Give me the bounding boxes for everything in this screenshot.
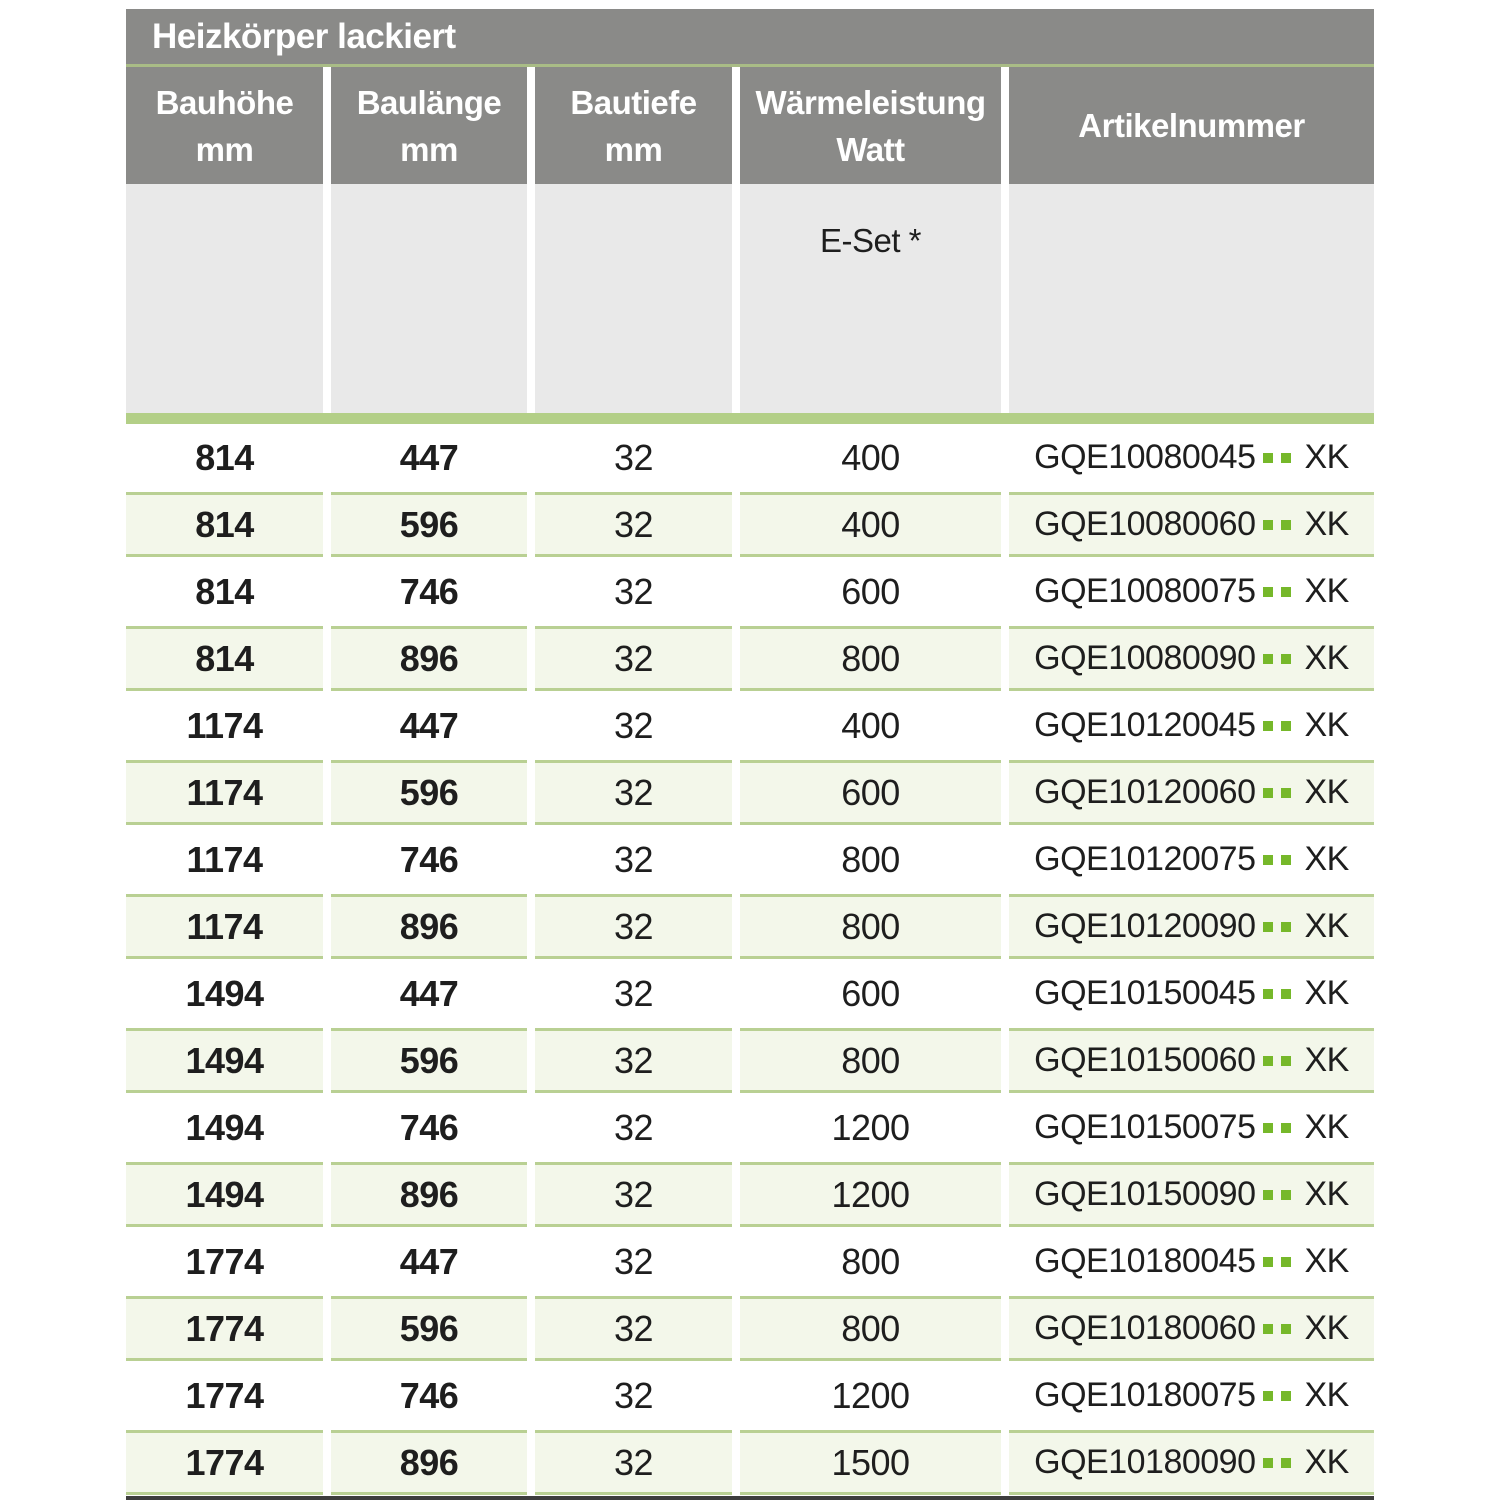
subheader-cell-baulaenge [331,184,527,413]
table-row [126,1429,1374,1496]
column-unit: Watt [836,130,905,168]
cell-watt: 400 [740,492,1001,557]
artikel-suffix: XK [1304,1376,1349,1414]
column-header-baulaenge [331,67,527,184]
cell-bautiefe: 32 [613,436,654,478]
color-placeholder-dot-icon [1281,721,1291,731]
cell-watt: 1500 [740,1430,1001,1495]
cell-baulaenge: 896 [331,1162,527,1227]
cell-bauhoehe: 1774 [185,1374,264,1416]
cell-bautiefe: 32 [613,1106,654,1148]
cell-watt: 400 [841,704,900,746]
cell-baulaenge: 746 [399,1374,459,1416]
color-placeholder-dot-icon [1281,1190,1291,1200]
artikel-suffix: XK [1304,1309,1349,1347]
artikel-code: GQE10080075 [1034,572,1256,610]
artikel-suffix: XK [1304,1041,1349,1079]
cell-artikelnummer [1009,626,1374,691]
artikel-code: GQE10120060 [1034,773,1256,811]
cell-bauhoehe: 814 [195,570,254,612]
subheader-cell-artikelnummer [1009,184,1374,413]
cell-baulaenge: 447 [399,704,459,746]
cell-artikelnummer [1009,1430,1374,1495]
cell-artikelnummer [1009,559,1374,624]
table-bottom-border [126,1496,1374,1500]
artikel-code: GQE10080090 [1034,639,1256,677]
cell-bautiefe: 32 [535,492,732,557]
color-placeholder-dot-icon [1281,788,1291,798]
cell-artikelnummer [1009,1229,1374,1294]
column-header-bautiefe [535,67,732,184]
cell-baulaenge: 596 [331,492,527,557]
cell-bauhoehe: 1774 [126,1296,323,1361]
color-placeholder-dot-icon [1281,1257,1291,1267]
cell-bauhoehe: 1174 [186,838,263,880]
cell-bautiefe: 32 [535,626,732,691]
table-row [126,1027,1374,1094]
table-row [126,424,1374,491]
color-placeholder-dot-icon [1281,654,1291,664]
color-placeholder-dot-icon [1263,1324,1273,1334]
color-placeholder-dot-icon [1263,922,1273,932]
artikel-code: GQE10180045 [1034,1242,1256,1280]
color-placeholder-dot-icon [1263,1056,1273,1066]
table-row [126,1295,1374,1362]
cell-baulaenge: 447 [399,1240,459,1282]
cell-artikelnummer [1009,1363,1374,1428]
cell-baulaenge: 596 [331,760,527,825]
cell-baulaenge: 896 [331,1430,527,1495]
artikel-suffix: XK [1304,505,1349,543]
table-row [126,558,1374,625]
color-placeholder-dot-icon [1263,453,1273,463]
artikel-suffix: XK [1304,572,1349,610]
subheader-cell-bautiefe [535,184,732,413]
cell-artikelnummer [1009,693,1374,758]
column-unit: mm [604,130,663,168]
column-header-bauhoehe [126,67,323,184]
subheader-cell-bauhoehe [126,184,323,413]
cell-bauhoehe: 1494 [185,1106,264,1148]
color-placeholder-dot-icon [1281,855,1291,865]
cell-bautiefe: 32 [535,1296,732,1361]
color-placeholder-dot-icon [1281,587,1291,597]
cell-watt: 800 [740,1296,1001,1361]
cell-watt: 1200 [831,1374,910,1416]
table-row [126,893,1374,960]
table-row [126,491,1374,558]
table-row [126,1094,1374,1161]
table-row [126,1161,1374,1228]
cell-bauhoehe: 1174 [186,704,263,746]
color-placeholder-dot-icon [1281,1123,1291,1133]
cell-baulaenge: 596 [331,1296,527,1361]
artikel-code: GQE10150075 [1034,1108,1256,1146]
cell-bauhoehe: 814 [126,492,323,557]
cell-baulaenge: 896 [331,894,527,959]
cell-bauhoehe: 814 [126,626,323,691]
color-placeholder-dot-icon [1281,520,1291,530]
artikel-suffix: XK [1304,706,1349,744]
column-label: Bautiefe [570,83,697,121]
artikel-code: GQE10120045 [1034,706,1256,744]
cell-watt: 800 [841,1240,900,1282]
cell-watt: 600 [740,760,1001,825]
table-row [126,625,1374,692]
cell-bauhoehe: 1494 [126,1162,323,1227]
cell-bautiefe: 32 [535,1162,732,1227]
column-label: Bauhöhe [155,83,294,121]
table-body [126,424,1374,1496]
column-header-artikelnummer [1009,67,1374,184]
cell-bautiefe: 32 [535,1430,732,1495]
column-label: Wärmeleistung [755,83,986,121]
cell-artikelnummer [1009,425,1374,490]
color-placeholder-dot-icon [1281,922,1291,932]
artikel-code: GQE10120090 [1034,907,1256,945]
cell-watt: 1200 [740,1162,1001,1227]
cell-baulaenge: 746 [399,570,459,612]
artikel-code: GQE10180090 [1034,1443,1256,1481]
artikel-suffix: XK [1304,639,1349,677]
table-row [126,692,1374,759]
subheader-row [126,184,1374,413]
table-row [126,1228,1374,1295]
cell-bauhoehe: 1174 [126,894,323,959]
cell-bauhoehe: 1174 [126,760,323,825]
color-placeholder-dot-icon [1263,989,1273,999]
table-title: Heizkörper lackiert [126,9,1374,64]
artikel-code: GQE10080045 [1034,438,1256,476]
cell-baulaenge: 896 [331,626,527,691]
cell-artikelnummer [1009,1095,1374,1160]
column-header-waermeleistung [740,67,1001,184]
column-unit: mm [400,130,458,168]
color-placeholder-dot-icon [1263,1391,1273,1401]
color-placeholder-dot-icon [1263,1257,1273,1267]
cell-bauhoehe: 1774 [185,1240,264,1282]
cell-watt: 800 [740,894,1001,959]
column-label: Artikelnummer [1078,107,1305,144]
artikel-suffix: XK [1304,773,1349,811]
artikel-code: GQE10180060 [1034,1309,1256,1347]
cell-watt: 800 [841,838,900,880]
cell-bautiefe: 32 [613,704,654,746]
color-placeholder-dot-icon [1263,654,1273,664]
cell-artikelnummer [1009,760,1374,825]
cell-artikelnummer [1009,1296,1374,1361]
column-label: Baulänge [356,83,502,121]
green-divider-bar [126,413,1374,424]
cell-bauhoehe: 814 [195,436,254,478]
artikel-code: GQE10120075 [1034,840,1256,878]
artikel-suffix: XK [1304,1175,1349,1213]
cell-watt: 600 [841,570,900,612]
cell-bauhoehe: 1494 [126,1028,323,1093]
color-placeholder-dot-icon [1281,1324,1291,1334]
color-placeholder-dot-icon [1281,1458,1291,1468]
cell-watt: 800 [740,626,1001,691]
artikel-suffix: XK [1304,840,1349,878]
artikel-code: GQE10080060 [1034,505,1256,543]
cell-bautiefe: 32 [535,894,732,959]
cell-artikelnummer [1009,1162,1374,1227]
artikel-code: GQE10150045 [1034,974,1256,1012]
cell-baulaenge: 447 [399,436,459,478]
color-placeholder-dot-icon [1263,1458,1273,1468]
eset-label: E-Set * [819,222,922,259]
table-row [126,1362,1374,1429]
cell-baulaenge: 596 [331,1028,527,1093]
table-row [126,826,1374,893]
table-row [126,960,1374,1027]
cell-artikelnummer [1009,961,1374,1026]
cell-bautiefe: 32 [535,760,732,825]
cell-bauhoehe: 1774 [126,1430,323,1495]
cell-watt: 400 [841,436,900,478]
cell-baulaenge: 746 [399,838,459,880]
artikel-suffix: XK [1304,907,1349,945]
column-unit: mm [195,130,254,168]
color-placeholder-dot-icon [1281,989,1291,999]
cell-artikelnummer [1009,492,1374,557]
cell-artikelnummer [1009,827,1374,892]
artikel-code: GQE10180075 [1034,1376,1256,1414]
cell-watt: 800 [740,1028,1001,1093]
artikel-suffix: XK [1304,974,1349,1012]
column-header-row [126,67,1374,184]
cell-bauhoehe: 1494 [185,972,264,1014]
product-table [126,9,1374,1500]
color-placeholder-dot-icon [1263,587,1273,597]
cell-baulaenge: 447 [399,972,459,1014]
artikel-suffix: XK [1304,1242,1349,1280]
artikel-code: GQE10150060 [1034,1041,1256,1079]
cell-watt: 600 [841,972,900,1014]
color-placeholder-dot-icon [1263,1123,1273,1133]
color-placeholder-dot-icon [1263,1190,1273,1200]
cell-bautiefe: 32 [613,570,654,612]
color-placeholder-dot-icon [1263,520,1273,530]
color-placeholder-dot-icon [1281,1056,1291,1066]
artikel-code: GQE10150090 [1034,1175,1256,1213]
artikel-suffix: XK [1304,438,1349,476]
cell-baulaenge: 746 [399,1106,459,1148]
cell-bautiefe: 32 [613,972,654,1014]
cell-bautiefe: 32 [613,1240,654,1282]
color-placeholder-dot-icon [1263,855,1273,865]
color-placeholder-dot-icon [1281,453,1291,463]
table-row [126,759,1374,826]
cell-artikelnummer [1009,894,1374,959]
cell-watt: 1200 [831,1106,910,1148]
cell-bautiefe: 32 [613,838,654,880]
color-placeholder-dot-icon [1263,788,1273,798]
cell-bautiefe: 32 [613,1374,654,1416]
subheader-cell-eset [740,184,1001,413]
cell-artikelnummer [1009,1028,1374,1093]
artikel-suffix: XK [1304,1108,1349,1146]
artikel-suffix: XK [1304,1443,1349,1481]
color-placeholder-dot-icon [1263,721,1273,731]
cell-bautiefe: 32 [535,1028,732,1093]
color-placeholder-dot-icon [1281,1391,1291,1401]
